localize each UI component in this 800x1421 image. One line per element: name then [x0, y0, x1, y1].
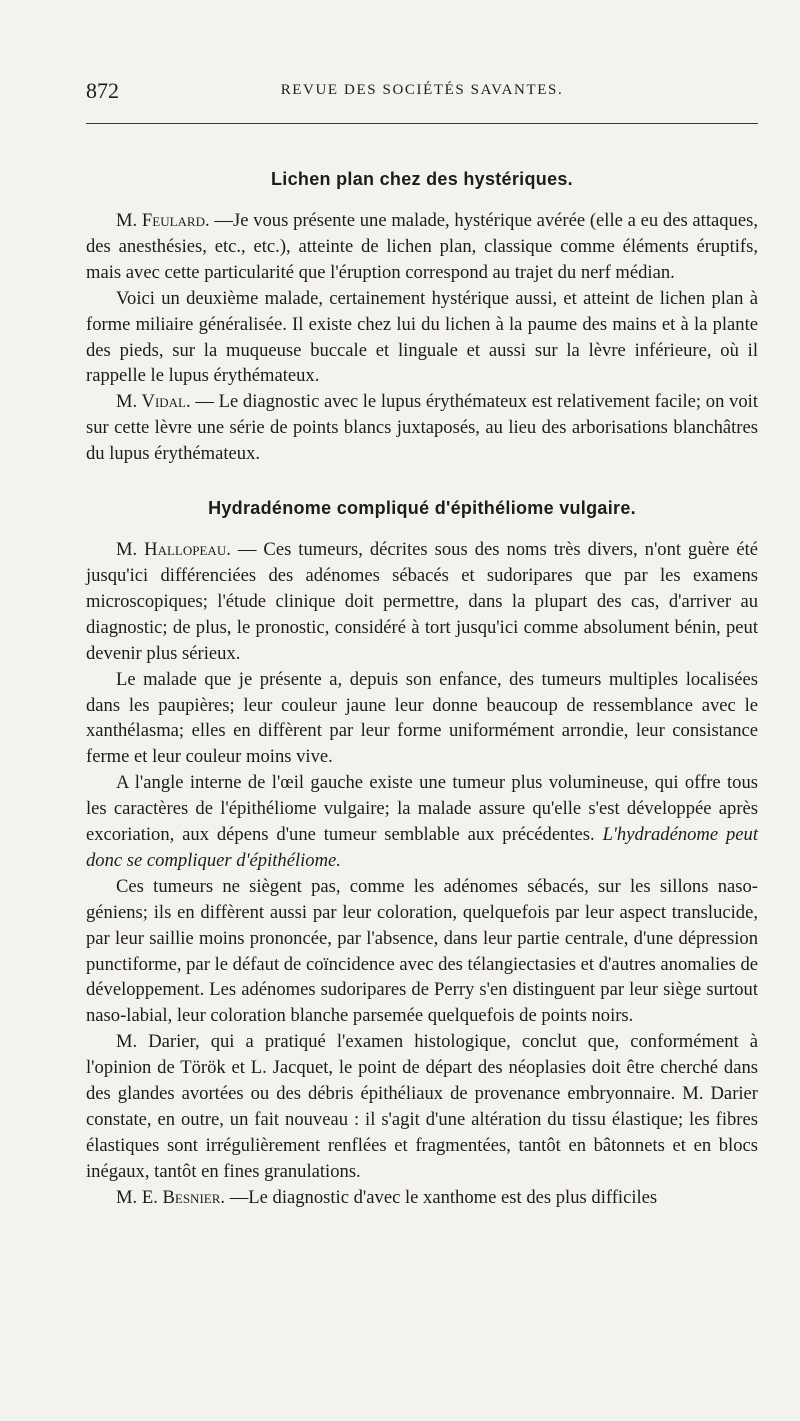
paragraph: [86, 208, 758, 286]
speaker-name: M. Hallopeau.: [116, 539, 231, 561]
section-title-hydradenome: Hydradénome compliqué d'épithéliome vulgaire.: [208, 498, 636, 519]
paragraph: [86, 770, 758, 874]
paragraph-text: Le malade que je présente a, depuis son enfance, des tumeurs multiples localisées dans les paupières; leur couleur jaune leur donne beaucoup de ressemblance avec le xanthélasma; elles en diffèrent par leur forme uniformément arrondie, leur consistance ferme et leur couleur moins vive.: [86, 668, 758, 768]
paragraph: [86, 1185, 758, 1211]
running-head: REVUE DES SOCIÉTÉS SAVANTES.: [280, 82, 564, 98]
paragraph-text: Ces tumeurs ne siègent pas, comme les adénomes sébacés, sur les sillons naso-géniens; ils en diffèrent aussi par leur coloration, quelquefois par leur aspect translucide, par leur saillie moins prononcée, par l'absence, dans leur partie centrale, d'une dépression punctiforme, par le défaut de coïncidence avec des télangiectasies et d'autres anomalies de développement. Les adénomes sudoripares de Perry s'en distinguent par leur siège surtout naso-labial, leur coloration blanche parsemée quelquefois de points noirs.: [86, 875, 758, 1027]
paragraph-text: —Le diagnostic d'avec le xanthome est des plus difficiles: [225, 1186, 658, 1208]
paragraph: [86, 667, 758, 771]
paragraph-text: M. Darier, qui a pratiqué l'examen histologique, conclut que, conformément à l'opinion de Török et L. Jacquet, le point de départ des néoplasies doit être cherché dans des glandes avortées ou des débris épithéliaux de provenance embryonnaire. M. Darier constate, en outre, un fait nouveau : il s'agit d'une altération du tissu élastique; les fibres élastiques sont irrégulièrement renflées et fragmentées, tantôt en bâtonnets et en blocs inégaux, tantôt en fines granulations.: [86, 1031, 758, 1182]
paragraph: [86, 286, 758, 390]
speaker-name: M. E. Besnier.: [116, 1186, 226, 1208]
paragraph-text: Voici un deuxième malade, certainement hystérique aussi, et atteint de lichen plan à forme miliaire généralisée. Il existe chez lui du lichen à la paume des mains et à la plante des pieds, sur la muqueuse buccale et linguale et aussi sur la lèvre inférieure, où il rappelle le lupus érythémateux.: [86, 287, 758, 387]
page-number: 872: [86, 78, 119, 103]
page-header: [86, 78, 758, 108]
speaker-name: M. Feulard.: [116, 210, 210, 231]
article-body: [86, 167, 758, 1211]
paragraph: [86, 537, 758, 667]
paragraph: [86, 874, 758, 1029]
speaker-name: M. Vidal.: [116, 391, 191, 413]
header-rule: [86, 123, 758, 124]
paragraph-text: A l'angle interne de l'œil gauche existe une tumeur plus volumineuse, qui offre tous les caractères de l'épithéliome vulgaire; la malade assure qu'elle s'est développée après excoriation, aux dépens d'une tumeur semblable aux précédentes.: [86, 772, 758, 846]
section-title-lichen: Lichen plan chez des hystériques.: [271, 169, 573, 189]
paragraph: [86, 389, 758, 467]
italic-conclusion: L'hydradénome peut donc se compliquer d'épithéliome.: [86, 824, 758, 871]
paragraph-text: — Le diagnostic avec le lupus érythémateux est relativement facile; on voit sur cette lèvre une série de points blancs juxtaposés, au lieu des arborisations blanchâtres du lupus érythémateux.: [86, 391, 758, 465]
paragraph-text: — Ces tumeurs, décrites sous des noms très divers, n'ont guère été jusqu'ici différenciées des adénomes sébacés et sudoripares que par les examens microscopiques; l'étude clinique doit permettre, dans la plupart des cas, d'arriver au diagnostic; de plus, le pronostic, considéré à tort jusqu'ici comme absolument bénin, peut devenir plus sérieux.: [86, 539, 758, 664]
paragraph: [86, 1029, 758, 1184]
paragraph-text: —Je vous présente une malade, hystérique avérée (elle a eu des attaques, des anesthésies, etc., etc.), atteinte de lichen plan, classique comme éléments éruptifs, mais avec cette particularité que l'éruption correspond au trajet du nerf médian.: [86, 210, 758, 283]
